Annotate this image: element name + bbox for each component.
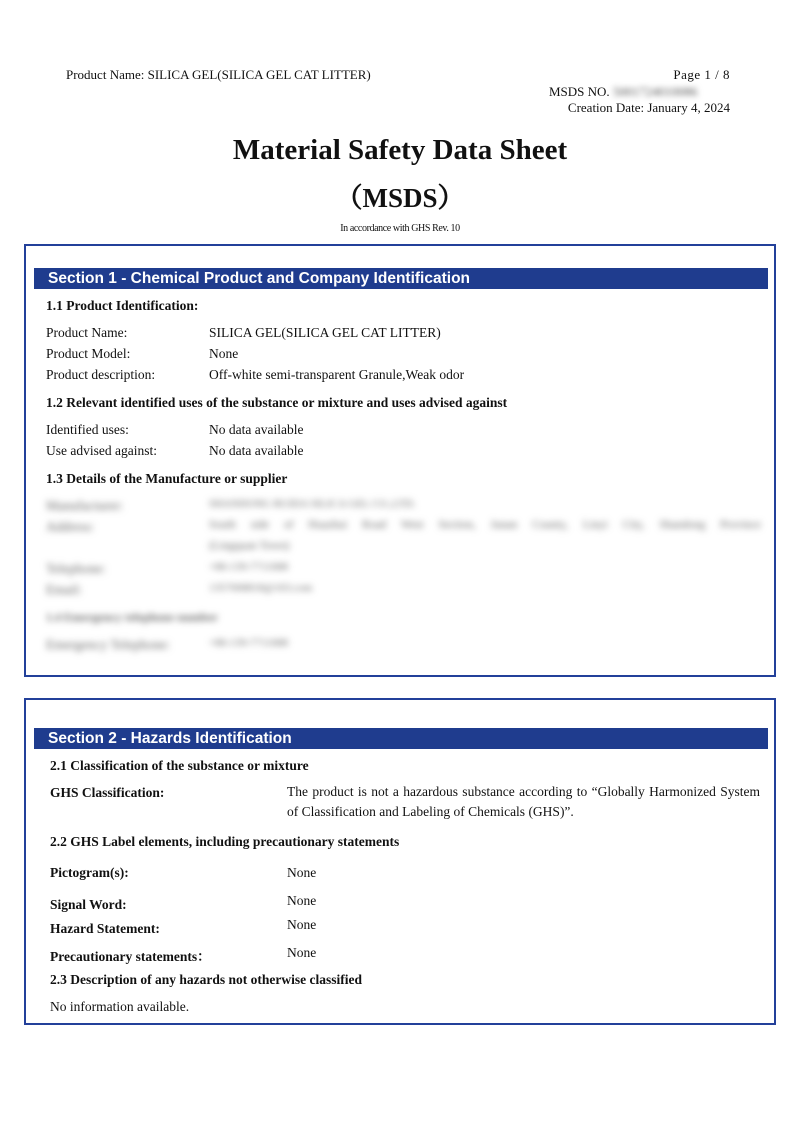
section2-heading: Section 2 - Hazards Identification bbox=[34, 728, 768, 749]
section-2-2-title: 2.2 GHS Label elements, including precautionary statements bbox=[50, 834, 400, 849]
pictogram-value: None bbox=[287, 865, 317, 880]
precautionary-statements-label: Precautionary statements： bbox=[50, 949, 211, 964]
section-1-4-title: 1.4 Emergency telephone number bbox=[46, 610, 218, 624]
telephone-label: Telephone: bbox=[46, 561, 106, 576]
hazard-statement-label: Hazard Statement: bbox=[50, 921, 160, 936]
msds-number bbox=[549, 84, 697, 100]
email-value: 1357008818@163.com bbox=[209, 582, 313, 594]
page-number: Page 1 / 8 bbox=[673, 67, 730, 82]
msds-number-label: MSDS NO. bbox=[549, 84, 610, 99]
product-name-label: Product Name: bbox=[46, 325, 128, 340]
document-title: Material Safety Data Sheet bbox=[232, 134, 568, 166]
product-model-value: None bbox=[209, 346, 239, 361]
emergency-telephone-label: Emergency Telephone: bbox=[46, 637, 171, 652]
msds-number-value: 5001724010086 bbox=[612, 84, 698, 99]
product-description-value: Off-white semi-transparent Granule,Weak odor bbox=[209, 367, 465, 382]
hazard-statement-value: None bbox=[287, 917, 317, 932]
address-value-line2: (Lingquan Town) bbox=[209, 540, 290, 552]
product-model-label: Product Model: bbox=[46, 346, 131, 361]
use-advised-value: No data available bbox=[209, 443, 304, 458]
section-1-2-title: 1.2 Relevant identified uses of the substance or mixture and uses advised against bbox=[46, 395, 508, 410]
use-advised-label: Use advised against: bbox=[46, 443, 157, 458]
header-product-name: Product Name: SILICA GEL(SILICA GEL CAT LITTER) bbox=[66, 67, 371, 82]
document-subtitle: （MSDS） bbox=[335, 183, 465, 213]
section-1-3-title: 1.3 Details of the Manufacture or supplier bbox=[46, 471, 288, 486]
address-label: Address: bbox=[46, 519, 94, 534]
manufacturer-label: Manufacturer: bbox=[46, 498, 124, 513]
pictogram-label: Pictogram(s): bbox=[50, 865, 129, 880]
ghs-classification-label: GHS Classification: bbox=[50, 785, 165, 800]
section-2-1-title: 2.1 Classification of the substance or mixture bbox=[50, 758, 309, 773]
ghs-note: In accordance with GHS Rev. 10 bbox=[340, 223, 460, 234]
precautionary-statements-value: None bbox=[287, 945, 317, 960]
signal-word-value: None bbox=[287, 893, 317, 908]
ghs-classification-value: The product is not a hazardous substance according to “Globally Harmonized System of Classification and Labeling of Chemicals (GHS)”. bbox=[287, 784, 760, 819]
section1-heading: Section 1 - Chemical Product and Company Identification bbox=[34, 268, 768, 289]
section-1-1-title: 1.1 Product Identification: bbox=[46, 298, 199, 313]
emergency-telephone-value: +86-139-7711688 bbox=[209, 637, 289, 649]
signal-word-label: Signal Word: bbox=[50, 897, 127, 912]
section-2-3-title: 2.3 Description of any hazards not otherwise classified bbox=[50, 972, 362, 987]
identified-uses-value: No data available bbox=[209, 422, 304, 437]
creation-date: Creation Date: January 4, 2024 bbox=[567, 100, 730, 115]
no-information-text: No information available. bbox=[50, 999, 190, 1014]
identified-uses-label: Identified uses: bbox=[46, 422, 129, 437]
product-description-label: Product description: bbox=[46, 367, 156, 382]
address-value-line1: South side of Huazhui Road West Section, Junan County, Linyi City, Shandong Province bbox=[209, 519, 761, 531]
product-name-value: SILICA GEL(SILICA GEL CAT LITTER) bbox=[209, 325, 441, 340]
telephone-value: +86-139-7711688 bbox=[209, 561, 289, 573]
manufacturer-value: SHANDONG RUIDA SILICA GEL CO.,LTD. bbox=[209, 498, 416, 510]
email-label: Email: bbox=[46, 582, 82, 597]
